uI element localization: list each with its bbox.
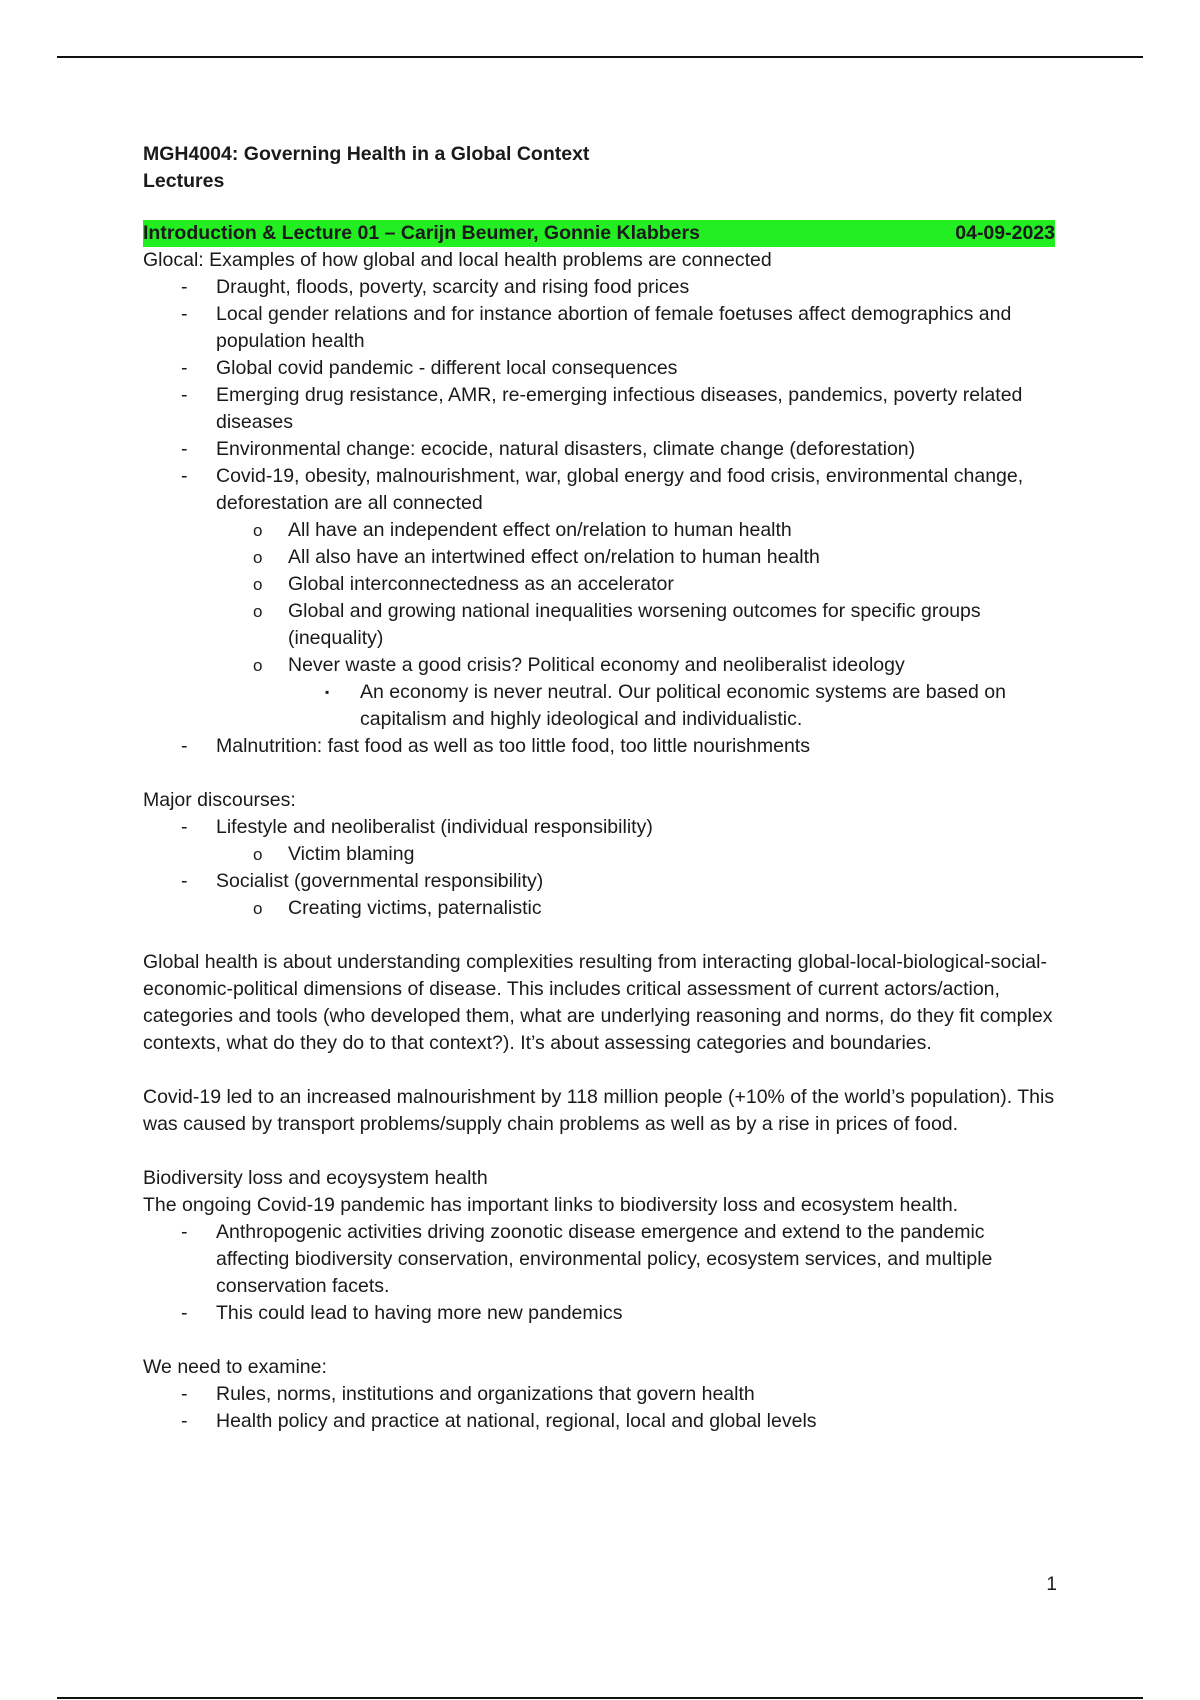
dash-marker: -: [181, 735, 188, 757]
list-item: - Lifestyle and neoliberalist (individual responsibility): [143, 814, 1055, 841]
list-item: - Health policy and practice at national, regional, local and global levels: [143, 1408, 1055, 1435]
biodiversity-heading: Biodiversity loss and ecoysystem health: [143, 1167, 488, 1189]
list-item: - Malnutrition: fast food as well as too little food, too little nourishments: [143, 733, 1055, 760]
dash-marker: -: [181, 1410, 188, 1432]
dash-marker: -: [181, 438, 188, 460]
sub-list-item: o All also have an intertwined effect on/relation to human health: [143, 544, 1055, 571]
examine-heading: We need to examine:: [143, 1356, 327, 1378]
sub-sub-list-item: ▪ An economy is never neutral. Our political economic systems are based on capitalism and highly ideological and individualistic.: [325, 681, 1006, 730]
page-number: 1: [1046, 1574, 1057, 1595]
dash-marker: -: [181, 303, 188, 325]
spacer: [143, 1138, 1055, 1165]
biodiversity-list: [143, 1219, 1055, 1327]
glocal-list: [143, 274, 1055, 760]
dash-marker: -: [181, 276, 188, 298]
list-item: - Covid-19, obesity, malnourishment, war, global energy and food crisis, environmental change, deforestation are all connected: [181, 465, 1024, 514]
circle-marker: o: [253, 548, 263, 567]
circle-marker: o: [253, 656, 263, 675]
list-item: - Emerging drug resistance, AMR, re-emerging infectious diseases, pandemics, poverty related diseases: [181, 384, 1023, 433]
lecture-header-date: 04-09-2023: [955, 222, 1055, 244]
sub-list-item: o Creating victims, paternalistic: [143, 895, 1055, 922]
dash-marker: -: [181, 1221, 188, 1243]
document-title: MGH4004: Governing Health in a Global Context: [143, 143, 590, 165]
discourses-heading: Major discourses:: [143, 789, 296, 811]
circle-marker: o: [253, 845, 263, 864]
list-item: - Draught, floods, poverty, scarcity and rising food prices: [143, 274, 1055, 301]
list-item: - Global covid pandemic - different local consequences: [143, 355, 1055, 382]
lecture-header-title: Introduction & Lecture 01 – Carijn Beumer, Gonnie Klabbers: [143, 222, 700, 244]
list-item: - This could lead to having more new pandemics: [143, 1300, 1055, 1327]
dash-marker: -: [181, 870, 188, 892]
dash-marker: -: [181, 1383, 188, 1405]
dash-marker: -: [181, 465, 188, 487]
dash-marker: -: [181, 357, 188, 379]
square-marker: ▪: [325, 685, 330, 699]
list-item: - Rules, norms, institutions and organizations that govern health: [143, 1381, 1055, 1408]
circle-marker: o: [253, 575, 263, 594]
circle-marker: o: [253, 521, 263, 540]
footer-rule: [57, 1697, 1143, 1699]
dash-marker: -: [181, 384, 188, 406]
spacer: [143, 922, 1055, 949]
sub-list-item: o Victim blaming: [143, 841, 1055, 868]
discourses-list: [143, 814, 1055, 922]
circle-marker: o: [253, 899, 263, 918]
sub-list-item: o Global interconnectedness as an accelerator: [143, 571, 1055, 598]
list-item: - Anthropogenic activities driving zoonotic disease emergence and extend to the pandemic affecting biodiversity conservation, environmental policy, ecosystem services, and multiple conservation facets.: [181, 1221, 993, 1297]
covid-paragraph: Covid-19 led to an increased malnourishment by 118 million people (+10% of the world’s population). This was caused by transport problems/supply chain problems as well as by a rise in prices of food.: [143, 1086, 1055, 1135]
examine-list: [143, 1381, 1055, 1435]
spacer: [143, 1057, 1055, 1084]
lecture-header-bar: [143, 220, 1055, 247]
list-item: - Socialist (governmental responsibility): [143, 868, 1055, 895]
document-subtitle: Lectures: [143, 170, 225, 192]
document-body: [143, 141, 1055, 1435]
global-health-paragraph: Global health is about understanding complexities resulting from interacting global-local-biological-social-economic-political dimensions of disease. This includes critical assessment of current actors/action, categories and tools (who developed them, what are underlying reasoning and norms, do they fit complex contexts, what do they do to that context?). It’s about assessing categories and boundaries.: [143, 951, 1053, 1054]
list-item: - Environmental change: ecocide, natural disasters, climate change (deforestation): [143, 436, 1055, 463]
spacer: [143, 760, 1055, 787]
list-item: - Local gender relations and for instance abortion of female foetuses affect demographics and population health: [181, 303, 1012, 352]
glocal-heading: Glocal: Examples of how global and local health problems are connected: [143, 249, 772, 271]
dash-marker: -: [181, 816, 188, 838]
circle-marker: o: [253, 602, 263, 621]
header-rule: [57, 56, 1143, 58]
dash-marker: -: [181, 1302, 188, 1324]
biodiversity-intro: The ongoing Covid-19 pandemic has important links to biodiversity loss and ecosystem health.: [143, 1194, 959, 1216]
sub-list-item: o Never waste a good crisis? Political economy and neoliberalist ideology: [143, 652, 1055, 679]
spacer: [143, 1327, 1055, 1354]
sub-list-item: o Global and growing national inequalities worsening outcomes for specific groups (inequality): [253, 600, 981, 649]
sub-list-item: o All have an independent effect on/relation to human health: [143, 517, 1055, 544]
